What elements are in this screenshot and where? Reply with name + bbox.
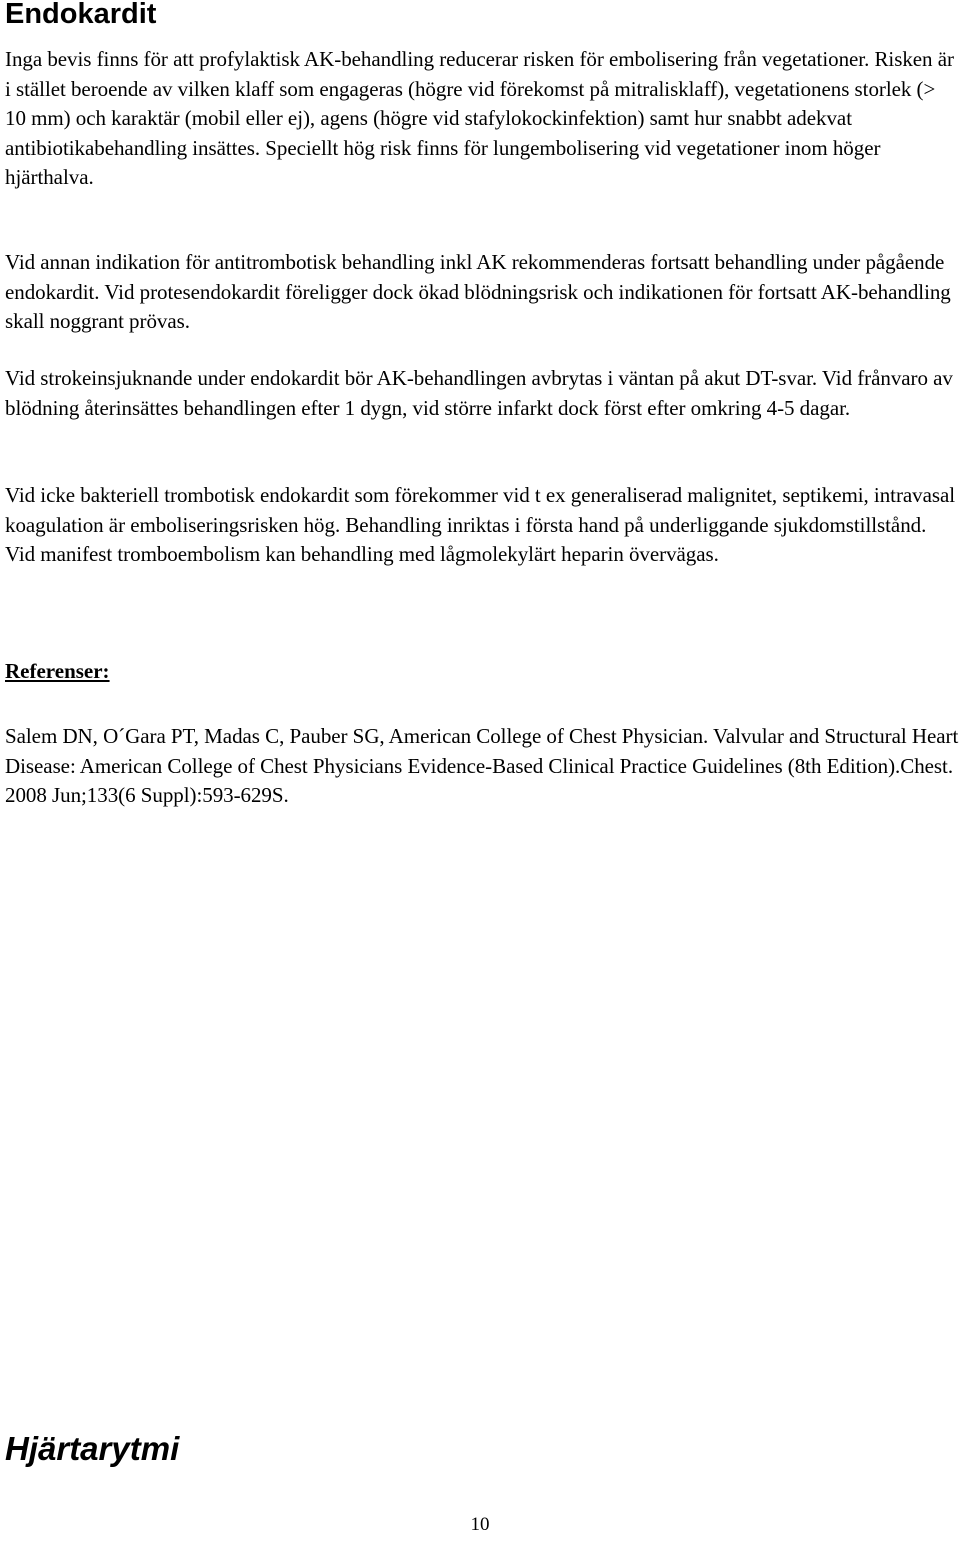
page-number: 10 — [470, 1514, 490, 1535]
paragraph-embolisation-risk: Inga bevis finns för att profylaktisk AK-behandling reducerar risken för embolisering från vegetationer. Risken är i stället beroende av vilken klaff som engageras (högre vid förekomst på mitralisklaff), vegetationens storlek (> 10 mm) och karaktär (mobil eller ej), agens (högre vid stafylokockinfektion) samt hur snabbt adekvat antibiotikabehandling insättes. Speciellt hög risk finns för lungembolisering vid vegetationer inom höger hjärthalva. — [5, 47, 954, 189]
section-heading-endokardit: Endokardit — [5, 0, 157, 30]
paragraph-nonbacterial-endocarditis: Vid icke bakteriell trombotisk endokardit som förekommer vid t ex generaliserad malignitet, septikemi, intravasal koagulation är emboliseringsrisken hög. Behandling inriktas i första hand på underliggande sjukdomstillstånd. Vid manifest tromboembolism kan behandling med lågmolekylärt heparin övervägas. — [5, 483, 956, 566]
paragraph-antithrombotic-treatment: Vid annan indikation för antitrombotisk behandling inkl AK rekommenderas fortsatt behandling under pågående endokardit. Vid protesendokardit föreligger dock ökad blödningsrisk och indikationen för fortsatt AK-behandling skall noggrant prövas. — [5, 250, 951, 333]
references-heading: Referenser: — [5, 659, 110, 683]
reference-item: Salem DN, O´Gara PT, Madas C, Pauber SG, American College of Chest Physician. Valvular and Structural Heart Disease: American College of Chest Physicians Evidence-Based Clinical Practice Guidelines (8th Edition).Chest. 2008 Jun;133(6 Suppl):593-629S. — [5, 724, 959, 807]
paragraph-stroke-onset: Vid strokeinsjuknande under endokardit bör AK-behandlingen avbrytas i väntan på akut DT-svar. Vid frånvaro av blödning återinsättes behandlingen efter 1 dygn, vid större infarkt dock först efter omkring 4-5 dagar. — [5, 366, 953, 420]
section-heading-hjartarytmi: Hjärtarytmi — [5, 1430, 180, 1467]
